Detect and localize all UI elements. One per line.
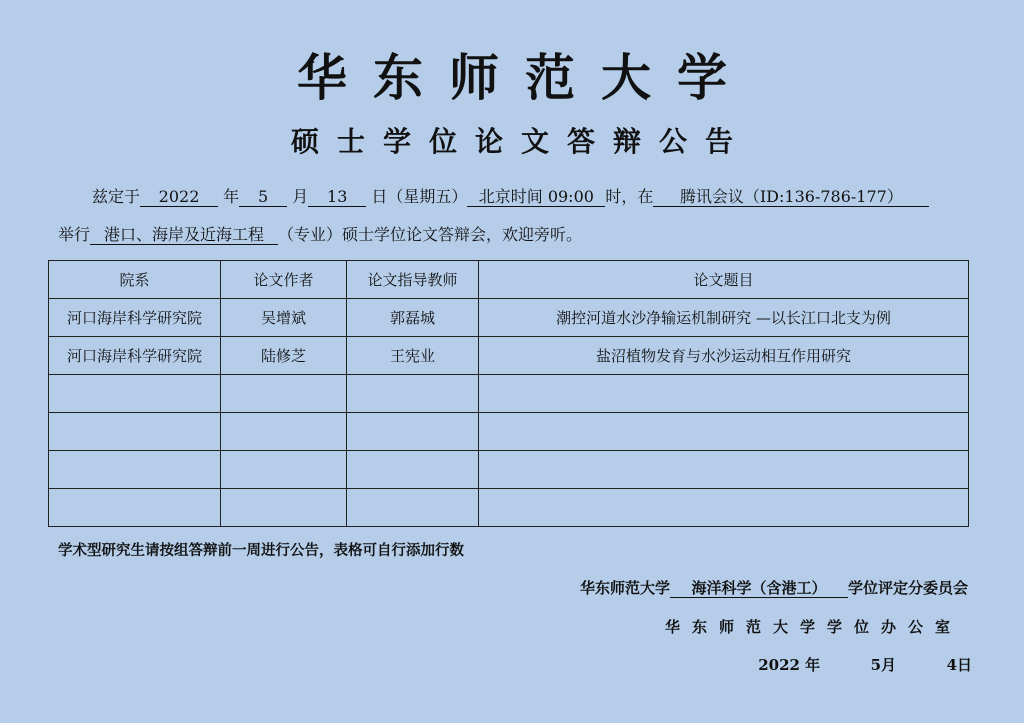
cell-department	[49, 489, 221, 527]
defense-table	[48, 260, 969, 527]
cell-author	[221, 413, 347, 451]
cell-advisor: 郭磊城	[347, 299, 479, 337]
table-row	[49, 413, 969, 451]
cell-author	[221, 451, 347, 489]
cell-author: 陆修芝	[221, 337, 347, 375]
office-signature: 华东师范大学学位办公室	[664, 618, 962, 636]
cell-thesis-title	[479, 375, 969, 413]
committee-suffix: 学位评定分委员会	[847, 579, 968, 597]
header-advisor: 论文指导教师	[347, 261, 479, 299]
table-row	[49, 451, 969, 489]
notice-line-2	[58, 222, 582, 245]
cell-department	[49, 451, 221, 489]
announcement-title: 硕士学位论文答辩公告	[290, 125, 751, 158]
table-header-row	[49, 261, 969, 299]
cell-department	[49, 375, 221, 413]
university-title: 华东师范大学	[297, 48, 753, 107]
table-row	[49, 489, 969, 527]
cell-author	[221, 375, 347, 413]
notice-prefix: 兹定于	[92, 187, 141, 206]
header-thesis-title: 论文题目	[479, 261, 969, 299]
cell-department	[49, 413, 221, 451]
notice-month: 5	[239, 188, 287, 207]
notice-month-unit: 月	[292, 187, 309, 206]
table-row	[49, 299, 969, 337]
header-department: 院系	[49, 261, 221, 299]
committee-signature	[580, 577, 968, 598]
committee-prefix: 华东师范大学	[579, 579, 670, 597]
cell-thesis-title	[479, 451, 969, 489]
cell-advisor	[347, 451, 479, 489]
notice-time: 北京时间 09:00	[467, 188, 605, 207]
notice-time-suffix: 时，在	[605, 187, 654, 206]
date-month: 5月	[870, 656, 897, 674]
date-year: 2022 年	[758, 656, 821, 674]
table-row	[49, 375, 969, 413]
notice-major: 港口、海岸及近海工程	[90, 226, 278, 245]
notice-day-unit: 日（星期五）	[371, 187, 468, 206]
date-day: 4日	[946, 656, 972, 674]
cell-thesis-title	[479, 413, 969, 451]
cell-author	[221, 489, 347, 527]
cell-advisor	[347, 375, 479, 413]
notice-line2-suffix: （专业）硕士学位论文答辩会，欢迎旁听。	[278, 225, 583, 244]
cell-thesis-title: 盐沼植物发育与水沙运动相互作用研究	[479, 337, 969, 375]
notice-line-1	[92, 184, 929, 207]
notice-day: 13	[308, 188, 366, 207]
cell-advisor	[347, 413, 479, 451]
signature-date	[758, 654, 972, 675]
notice-line2-prefix: 举行	[58, 225, 91, 244]
footnote: 学术型研究生请按组答辩前一周进行公告，表格可自行添加行数	[58, 542, 464, 559]
cell-advisor	[347, 489, 479, 527]
table-row	[49, 337, 969, 375]
header-author: 论文作者	[221, 261, 347, 299]
cell-thesis-title	[479, 489, 969, 527]
cell-advisor: 王宪业	[347, 337, 479, 375]
cell-thesis-title: 潮控河道水沙净输运机制研究 —以长江口北支为例	[479, 299, 969, 337]
notice-year: 2022	[140, 188, 218, 207]
cell-author: 吴增斌	[221, 299, 347, 337]
notice-venue: 腾讯会议（ID:136-786-177）	[653, 188, 929, 207]
notice-year-unit: 年	[223, 187, 240, 206]
cell-department: 河口海岸科学研究院	[49, 299, 221, 337]
cell-department: 河口海岸科学研究院	[49, 337, 221, 375]
committee-field: 海洋科学（含港工）	[670, 579, 848, 598]
